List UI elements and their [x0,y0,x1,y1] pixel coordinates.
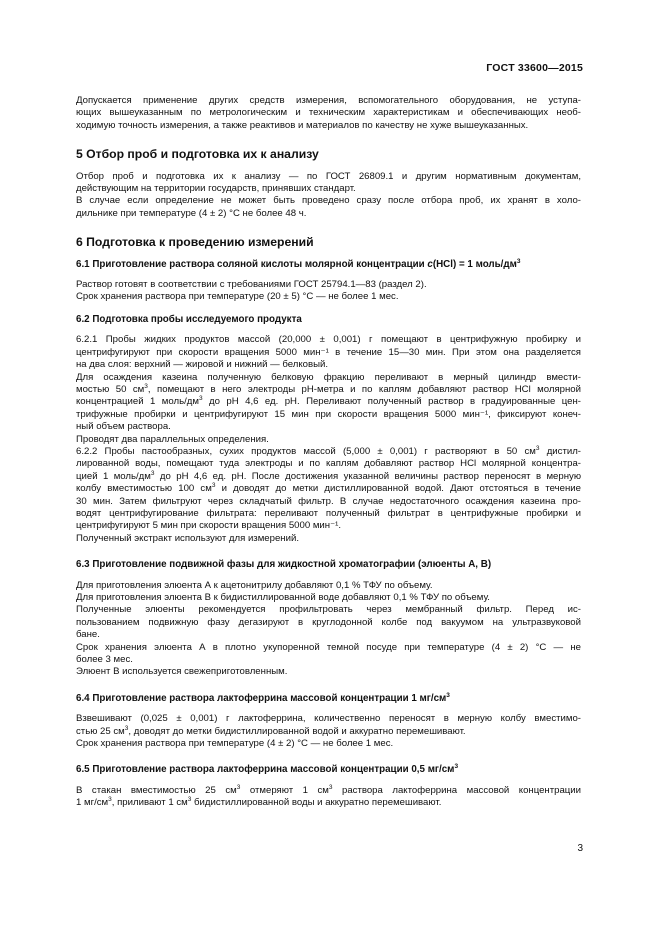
intro-paragraph [76,95,581,132]
subsection-6-3-title: 6.3 Приготовление подвижной фазы для жидкостной хроматографии (элюенты А, В) [76,559,492,571]
text-line: трифужные пробирки и центрифугируют 15 мин при скорости вращения 5000 мин⁻¹, фиксируют конеч- [76,408,581,420]
subsection-6-2-title: 6.2 Подготовка пробы исследуемого продукта [76,313,302,325]
text-line: более 3 мес. [76,654,133,666]
text-line: В случае если определение не может быть проведено сразу после отбора проб, их хранят в холо- [76,195,581,207]
text-line: действующим на территории государств, принявших стандарт. [76,183,356,195]
subsection-6-3-text [76,580,581,679]
text-line: ющих вышеуказанным по метрологическим и техническим характеристикам и обеспечивающих необ- [76,107,581,119]
parallel-note [76,434,581,446]
text-line: Срок хранения раствора при температуре (20 ± 5) °С — не более 1 мес. [76,291,399,303]
subsection-6-5-text [76,785,581,810]
text-line: В стакан вместимостью 25 $см^3$ отмеряют 1 $см^3$ раствора лактоферрина массовой концентрации [76,783,581,796]
text-line: ходимую точность измерения, а также реактивов и материалов по качеству не хуже вышеуказанных. [76,119,529,131]
text-line: дильнике при температуре (4 ± 2) °С не более 48 ч. [76,207,307,219]
document-header: ГОСТ 33600—2015 [486,62,583,74]
text-line: концентрацией 1 моль/$дм^3$ до pH 4,6 ед. pH. Переливают полученный раствор в градуированные цен- [76,395,581,408]
subsection-6-1-title [76,259,581,271]
subsection-6-1-text [76,279,581,304]
text-line: 30 мин. Затем фильтруют через складчатый фильтр. В случае недостаточного осаждения казеина про- [76,495,581,507]
section-6-title: 6 Подготовка к проведению измерений [76,235,314,250]
text-line: цией 1 моль/$дм^3$ до pH 4,6 ед. pH. После достижения указанной величины раствор переносят в мерную [76,469,582,482]
subsection-6-2-1-paragraph [76,334,581,371]
text-line: Отбор проб и подготовка их к анализу — по ГОСТ 26809.1 и другим нормативным документам, [76,170,581,182]
text-line: колбу вместимостью 100 $см^3$ и доводят до метки дистиллированной водой. Дают отстояться в течение [76,482,581,495]
subsection-6-5-title: 6.5 Приготовление раствора лактоферрина массовой концентрации 0,5 $мг/см^3$ [76,763,459,776]
text-line: Элюент В используется свежеприготовленным. [76,666,288,678]
text-line: Допускается применение других средств измерения, вспомогательного оборудования, не уступа- [76,95,581,106]
title-symbol: с [427,258,433,270]
text-line: Проводят два параллельных определения. [76,433,269,445]
text-line: пользованием подвижную фазу дегазируют в круглодонной колбе под вакуумом на ультразвуковой [76,616,581,628]
superscript: 3 [516,257,521,265]
text-line: Для осаждения казеина полученную белковую фракцию переливают в мерный цилиндр вмести- [76,371,581,383]
subsection-6-4-title: 6.4 Приготовление раствора лактоферрина массовой концентрации 1 $мг/см^3$ [76,691,450,704]
text-line: Для приготовления элюента В к бидистиллированной воде добавляют 0,1 % ТФУ по объему. [76,592,490,603]
text-line: Раствор готовят в соответствии с требованиями ГОСТ 25794.1—83 (раздел 2). [76,279,427,291]
text-line: центрифугируют 5 мин при скорости вращения 5000 мин⁻¹. [76,520,342,532]
page-number: 3 [577,843,583,854]
document-body [76,95,581,810]
title-text: 6.1 Приготовление раствора соляной кислоты молярной концентрации [76,258,428,270]
text-line: Срок хранения элюента А в плотно укупоренной темной посуде при температуре (4 ± 2) °С — не [76,641,581,653]
text-line: стью 25 $см^3$, доводят до метки бидистиллированной водой и аккуратно перемешивают. [76,724,466,737]
text-line: на два слоя: верхний — жировой и нижний — белковый. [76,359,329,371]
text-line: 6.2.2 Пробы пастообразных, сухих продуктов массой (5,000 ± 0,001) г растворяют в 50 $см^3$ дистил- [76,444,582,457]
casein-paragraph [76,372,581,434]
text-line: 1 $мг/см^3$, приливают 1 $см^3$ бидистиллированной воды и аккуратно перемешивают. [76,796,442,809]
subsection-6-4-text [76,713,581,750]
text-line: водят центрифугирование фильтрата: переливают полученный фильтрат в центрифужные пробирки и [76,507,581,519]
text-line: центрифугируют при скорости вращения 5000 мин⁻¹ в течение 15—30 мин. При этом она разделяется [76,346,581,358]
text-line: Полученные элюенты рекомендуется профильтровать через мембранный фильтр. Перед ис- [76,604,581,616]
section-5-paragraph-1 [76,171,581,196]
text-line: Для приготовления элюента А к ацетонитрилу добавляют 0,1 % ТФУ по объему. [76,579,433,591]
section-5-title: 5 Отбор проб и подготовка их к анализу [76,147,319,162]
text-line: ный объем раствора. [76,421,171,433]
extract-note [76,533,581,545]
text-line: 6.2.1 Пробы жидких продуктов массой (20,000 ± 0,001) г помещают в центрифужную пробирку и [76,334,581,346]
text-line: Срок хранения раствора при температуре (4 ± 2) °С — не более 1 мес. [76,738,394,750]
text-line: Полученный экстракт используют для измерений. [76,532,299,544]
title-text: (HCl) = 1 моль/дм [432,258,517,270]
subsection-6-2-2-paragraph [76,446,581,533]
text-line: лированной воды, помещают туда электроды и по каплям добавляют раствор HCl молярной концентра- [76,458,581,470]
section-5-paragraph-2 [76,195,581,220]
text-line: бане. [76,629,100,641]
text-line: мостью 50 $см^3$, помещают в него электроды pH-метра и по каплям добавляют раствор HCl молярной [76,382,581,395]
text-line: Взвешивают (0,025 ± 0,001) г лактоферрина, количественно переносят в мерную колбу вместимо- [76,713,581,725]
